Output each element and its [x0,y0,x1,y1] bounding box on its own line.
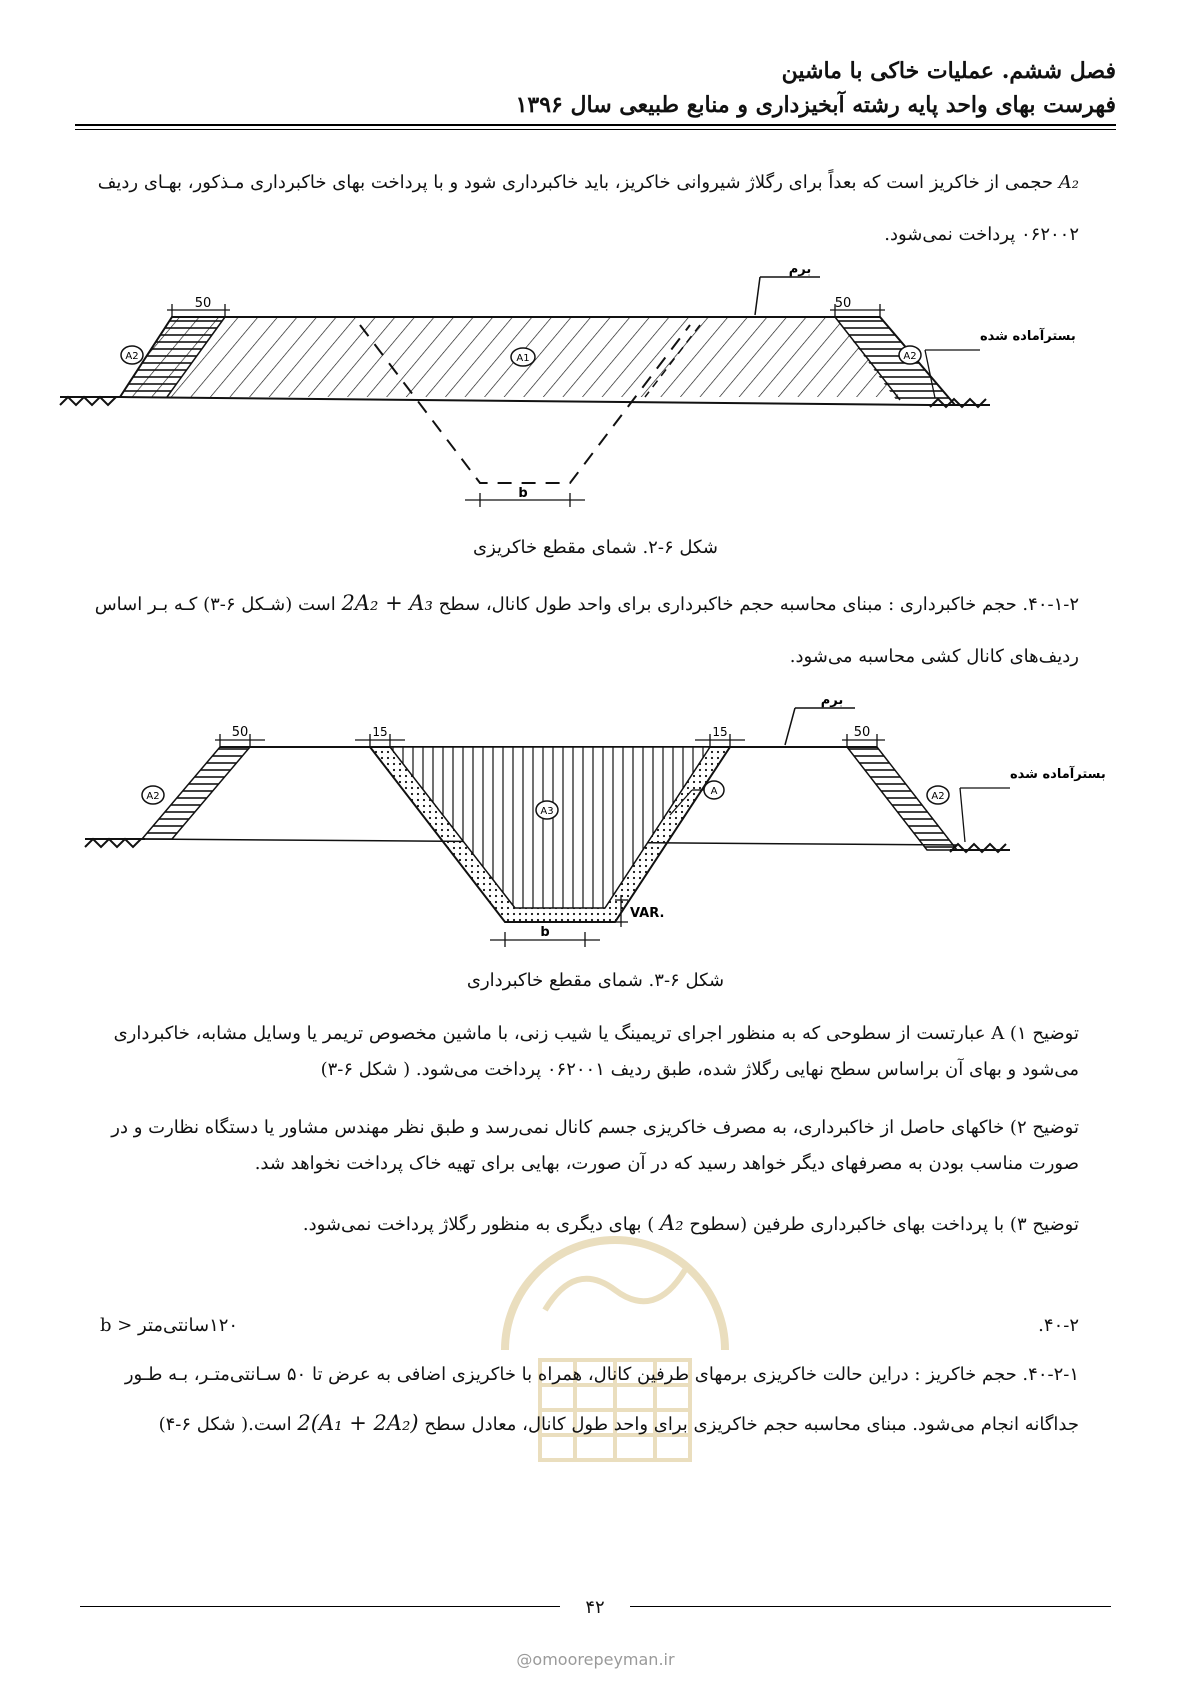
dim-50-left-2: 50 [231,725,249,740]
dim-b: b [518,486,528,501]
paragraph-embankment-volume-line1: ۴۰-۲-۱. حجم خاکریز : دراین حالت خاکریزی برمهای طرفین کانال، همراه با خاکریزی اضافی به عرض تا ۵۰ سـانتی‌متـر، بـه طـور [124,1364,1079,1385]
paragraph-a2-definition [82,157,1079,261]
header-rule-thin [75,129,1116,130]
label-a1 [511,348,535,366]
dim-50-left: 50 [194,296,212,311]
paragraph-excavation-volume [82,577,1079,683]
paragraph-embankment-volume-line2 [82,1410,1079,1438]
note-3-prefix: توضیح ۳) با پرداخت بهای خاکبرداری طرفین (سطوح [689,1214,1079,1235]
note-3-suffix: ) بهای دیگری به منظور رگلاژ پرداخت نمی‌شود. [302,1214,655,1235]
header-rule-thick [75,124,1116,126]
section-number: ۴۰-۲. [1038,1315,1079,1336]
paragraph-embankment-prefix: جداگانه انجام می‌شود. مبنای محاسبه حجم خاکریزی برای واحد طول کانال، معادل سطح [424,1414,1079,1435]
dim-b-2: b [540,925,550,940]
figure-1-caption: شکل ۶-۲. شمای مقطع خاکریزی [472,537,718,558]
berm-label: برم [788,262,812,277]
label-a2-right-2 [927,786,949,804]
formula-2-a1-plus-2a2: 2(A₁ + 2A₂) [297,1411,419,1435]
note-2: توضیح ۲) خاکهای حاصل از خاکبرداری، به مصرف خاکریزی جسم کانال نمی‌رسد و طبق نظر مهندس مشاور یا دستگاه نظارت و در صورت مناسب بودن به مصرفهای دیگر خواهد رسید که در آن صورت، بهایی برای تهیه خاک پرداخت نخواهد شد. [111,1117,1079,1174]
ground-symbol-right-2 [950,844,1010,852]
note-1: توضیح ۱) A عبارتست از سطوحی که به منظور اجرای تریمینگ یا شیب زنی، با ماشین مخصوص تریمر یا وسایل مشابه، خاکبرداری می‌شود و بهای آن براساس سطح نهایی رگلاژ شده، طبق ردیف ۰۶۲۰۰۱ پرداخت می‌شود. ( شکل ۶-۳) [113,1023,1079,1080]
paragraph-embankment-suffix: است.( شکل ۶-۴) [158,1414,292,1435]
svg-text:A3: A3 [540,806,554,817]
dim-15-right: 15 [712,725,728,739]
paragraph-excavation-prefix: ۴۰-۱-۲. حجم خاکبرداری : مبنای محاسبه حجم خاکبرداری برای واحد طول کانال، سطح [438,594,1079,615]
area-a1-hatch [120,317,900,397]
symbol-a2: A₂ [1058,172,1079,193]
note-3-symbol: A₂ [660,1211,684,1235]
prepared-bed-label: بسترآماده شده [980,329,1076,344]
ground-symbol-left-2 [85,839,145,847]
ground-symbol-left [60,397,120,405]
berm-label-2: برم [820,693,844,708]
chapter-title: فصل ششم. عملیات خاکی با ماشین [781,58,1116,84]
label-a [704,781,724,799]
website-watermark: @omoorepeyman.ir [516,1650,675,1669]
paragraph-a2-text: حجمی از خاکریز است که بعداً برای رگلاژ شیروانی خاکریز، باید خاکبرداری شود و با پرداخت بهای خاکبرداری مـذکور، بهـای ردیف ۰۶۲۰۰۲ پرداخت نمی‌شود. [97,172,1079,245]
page-number: ۴۲ [560,1597,630,1618]
dim-15-left: 15 [372,725,388,739]
prepared-bed-label-2: بسترآماده شده [1010,767,1106,782]
svg-text:A2: A2 [146,791,160,802]
label-a2-left-2 [142,786,164,804]
svg-text:A1: A1 [516,353,530,364]
figure-embankment-section [55,255,1076,525]
label-a2-left [121,346,143,364]
svg-text:A2: A2 [931,791,945,802]
ground-line [120,397,930,405]
dim-50-right: 50 [834,296,852,311]
section-condition: ۱۲۰سانتی‌متر < b [100,1315,239,1336]
label-a2-right [899,346,921,364]
paragraph-excavation-suffix: است (شـکل ۶-۳) کـه بـر اساس ردیف‌های کانال کشی محاسبه می‌شود. [94,594,1079,667]
label-a3 [536,801,558,819]
var-label: VAR. [630,906,665,921]
document-title: فهرست بهای واحد پایه رشته آبخیزداری و منابع طبیعی سال ۱۳۹۶ [515,92,1116,118]
formula-2a2-plus-a3: 2A₂ + A₃ [341,591,433,615]
svg-text:A2: A2 [125,351,139,362]
figure-2-caption: شکل ۶-۳. شمای مقطع خاکبرداری [466,970,725,991]
svg-text:A: A [710,786,718,797]
svg-text:A2: A2 [903,351,917,362]
figure-excavation-section [80,690,1106,955]
dim-50-right-2: 50 [853,725,871,740]
